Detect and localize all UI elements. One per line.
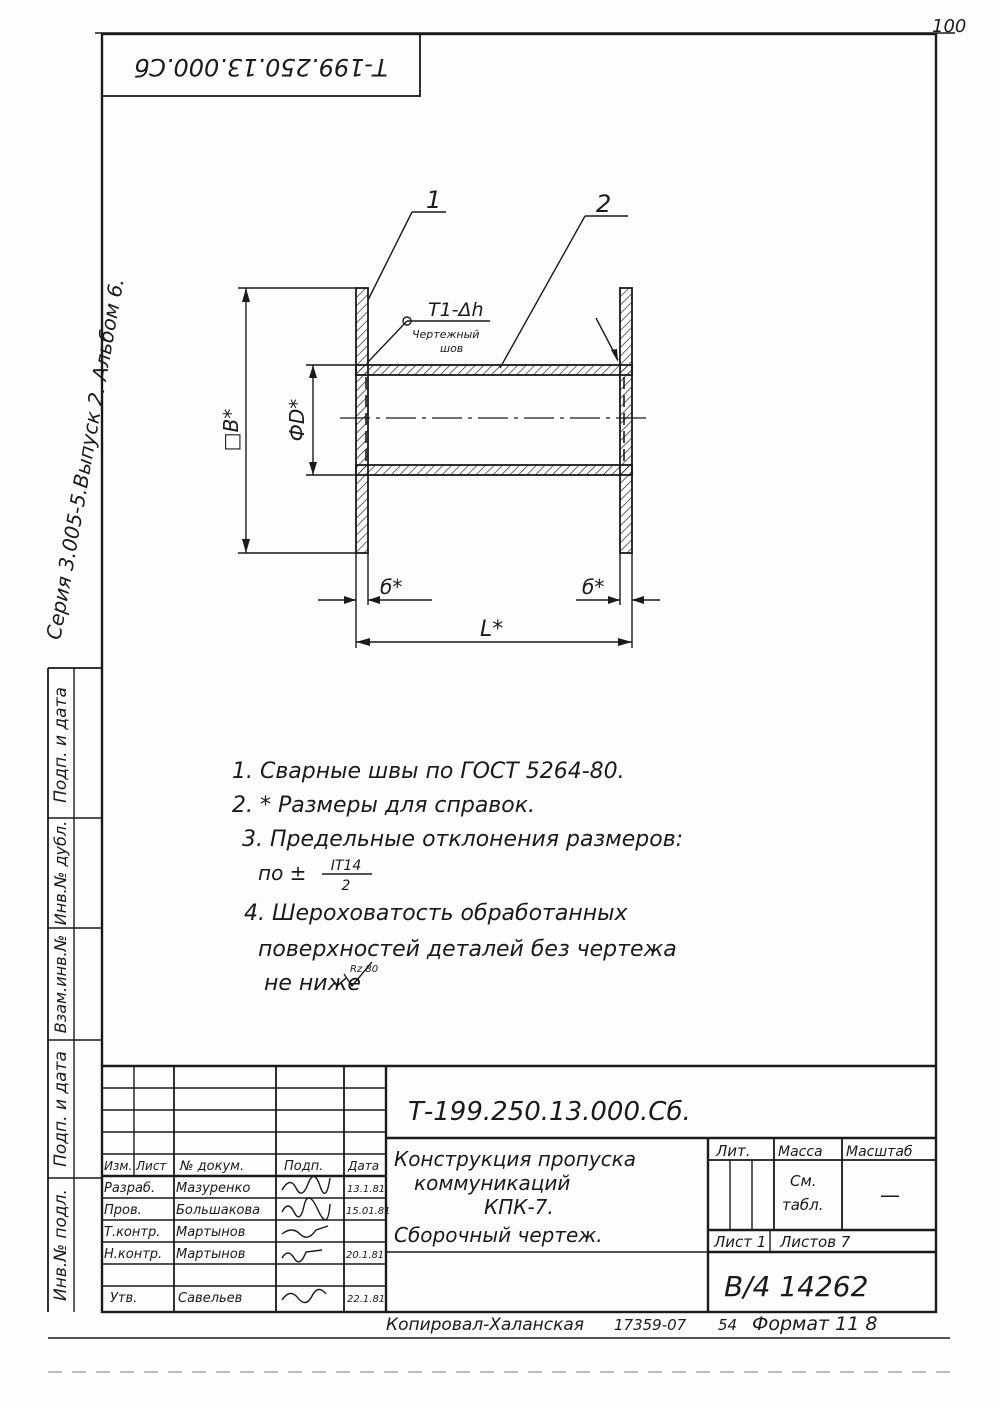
title-line-3: КПК-7.: [484, 1195, 554, 1219]
note-4-line3: не ниже: [264, 971, 361, 996]
weld-note-line1: Чертежный: [412, 328, 480, 341]
roughness-value: Rz 80: [350, 964, 379, 975]
dim-b-right-label: б*: [582, 575, 605, 599]
footer-num: 54: [718, 1316, 738, 1334]
signature-3: [282, 1226, 328, 1237]
note-1: 1. Сварные швы по ГОСТ 5264-80.: [232, 759, 625, 784]
margin-cell-sign-date-1: Подп. и дата: [51, 687, 71, 803]
row-name-3: Мартынов: [176, 1225, 246, 1240]
hdr-sign: Подп.: [284, 1159, 324, 1174]
margin-cell-sign-date-2: Подп. и дата: [51, 1051, 71, 1167]
margin-cell-dup-no: Инв.№ дубл.: [51, 820, 70, 926]
scale-value: —: [880, 1183, 900, 1207]
hdr-izm: Изм.: [104, 1159, 133, 1173]
sheet-number: Лист 1: [714, 1233, 767, 1251]
signature-5: [282, 1289, 326, 1302]
pipe-bottom-wall: [356, 465, 632, 475]
leader-label-1: 1: [426, 186, 442, 214]
hdr-mass: Масса: [778, 1144, 823, 1160]
mass-value-line2: табл.: [782, 1196, 824, 1214]
leader-line-2: [500, 216, 585, 368]
leader-label-2: 2: [596, 190, 612, 218]
dim-B-label: □В*: [219, 408, 243, 452]
row-role-5: Утв.: [110, 1291, 138, 1306]
row-date-5: 22.1.81: [347, 1294, 386, 1305]
top-stamp-text: Т-199.250.13.000.Сб: [134, 53, 388, 81]
dim-D-label: ФD*: [285, 398, 309, 442]
title-line-4: Сборочный чертеж.: [394, 1223, 603, 1247]
mass-value-line1: См.: [790, 1172, 817, 1190]
margin-cell-replace-no: Взам.инв.№: [51, 934, 70, 1034]
row-role-4: Н.контр.: [104, 1247, 163, 1262]
dim-b-left-label: б*: [380, 575, 403, 599]
row-date-4: 20.1.81: [346, 1250, 385, 1261]
signature-4: [282, 1250, 322, 1262]
weld-code: Т1-Δh: [428, 299, 484, 321]
row-name-1: Мазуренко: [176, 1181, 251, 1196]
footer-copied: Копировал-Халанская: [386, 1315, 584, 1335]
row-date-1: 13.1.81: [347, 1184, 386, 1195]
series-label: Серия 3.005-5.Выпуск 2. Альбом 6.: [41, 276, 129, 642]
note-2: 2. * Размеры для справок.: [232, 793, 536, 818]
footer-format: Формат 11 8: [752, 1313, 878, 1335]
row-name-4: Мартынов: [176, 1247, 246, 1262]
row-date-2: 15.01.81: [346, 1206, 391, 1217]
note-3-denominator: 2: [341, 878, 351, 894]
note-3-numerator: IT14: [330, 858, 362, 874]
hdr-doc-no: № докум.: [180, 1159, 245, 1174]
note-3: 3. Предельные отклонения размеров:: [242, 827, 684, 852]
title-line-1: Конструкция пропуска: [394, 1147, 637, 1171]
hdr-lit: Лит.: [716, 1142, 751, 1160]
row-name-5: Савельев: [178, 1291, 243, 1306]
doc-code: Т-199.250.13.000.Сб.: [408, 1097, 691, 1127]
signature-2: [282, 1198, 330, 1220]
weld-note-line2: шов: [440, 342, 464, 355]
note-4-line1: 4. Шероховатость обработанных: [244, 901, 628, 926]
note-3-prefix: по ±: [258, 861, 307, 885]
dim-L-label: L*: [480, 617, 504, 642]
note-4-line2: поверхностей деталей без чертежа: [258, 937, 677, 962]
right-flange: [620, 288, 632, 553]
hdr-list: Лист: [136, 1159, 167, 1173]
title-line-2: коммуникаций: [414, 1171, 571, 1195]
corner-number: 100: [932, 16, 967, 37]
pipe-top-wall: [356, 365, 632, 375]
row-role-1: Разраб.: [104, 1181, 156, 1196]
row-role-3: Т.контр.: [104, 1225, 161, 1240]
hdr-date: Дата: [348, 1159, 380, 1173]
leader-line-1: [368, 212, 412, 300]
signature-1: [282, 1176, 330, 1193]
row-role-2: Пров.: [104, 1203, 142, 1218]
margin-cell-orig-no: Инв.№ подл.: [51, 1189, 71, 1301]
hdr-scale: Масштаб: [846, 1144, 913, 1160]
row-name-2: Большакова: [176, 1203, 261, 1218]
sheets-total: Листов 7: [780, 1233, 851, 1251]
org-code: В/4 14262: [724, 1270, 869, 1303]
footer-order: 17359-07: [614, 1316, 687, 1334]
